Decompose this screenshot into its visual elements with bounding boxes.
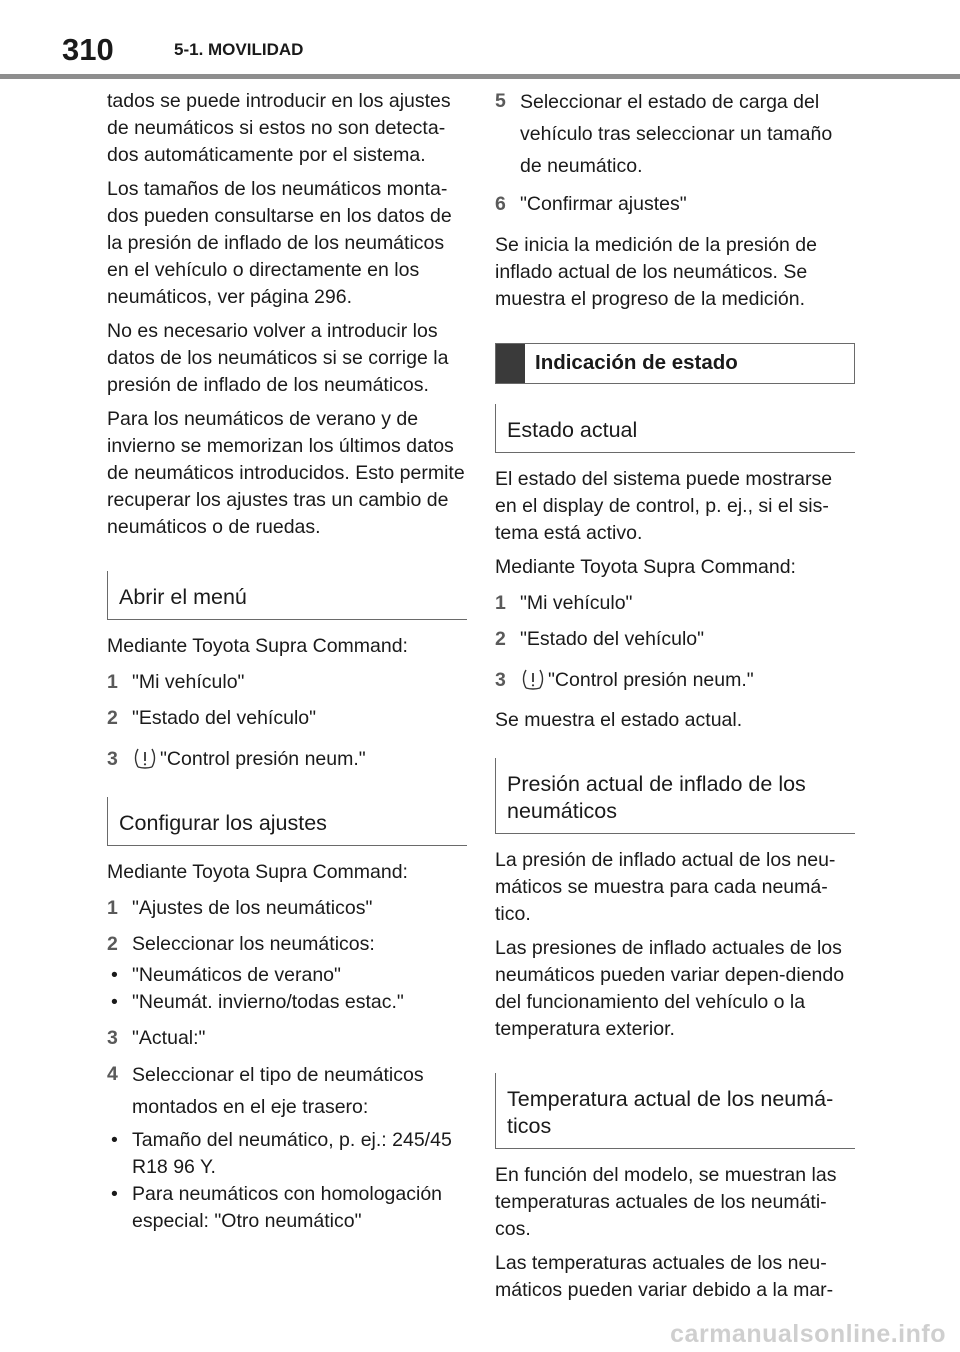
paragraph: La presión de inflado actual de los neu-máticos se muestra para cada neumá-tico. — [495, 849, 836, 925]
subheading-current-status: Estado actual — [495, 404, 855, 453]
paragraph: Para los neumáticos de verano y de invierno se memorizan los últimos datos de neumáticos introducidos. Esto permite recuperar los ajustes tras un cambio de neumáticos o de ruedas. — [107, 408, 465, 538]
paragraph: Las presiones de inflado actuales de los neumáticos pueden variar depen-diendo del funcionamiento del vehículo o la temperatura exterior. — [495, 937, 845, 1040]
bullet-item: • "Neumáticos de verano" — [111, 964, 341, 986]
step-item: 1 "Mi vehículo" — [495, 592, 633, 614]
subheading-open-menu: Abrir el menú — [107, 571, 467, 620]
left-column — [107, 88, 467, 1235]
paragraph: Mediante Toyota Supra Command: — [107, 635, 408, 657]
step-item: 3 "Actual:" — [107, 1027, 206, 1049]
header-rule — [0, 74, 960, 79]
bullet-item: • Para neumáticos con homologación especial: "Otro neumático" — [111, 1183, 443, 1232]
tire-pressure-warning-icon — [520, 668, 546, 698]
paragraph: No es necesario volver a introducir los datos de los neumáticos si se corrige la presión de inflado de los neumáticos. — [107, 320, 449, 396]
page-header — [0, 0, 960, 78]
step-item: 5 Seleccionar el estado de carga del vehículo tras seleccionar un tamaño de neumático. — [495, 90, 833, 177]
step-item: 2 "Estado del vehículo" — [495, 628, 705, 650]
paragraph: Se inicia la medición de la presión de inflado actual de los neumáticos. Se muestra el progreso de la medición. — [495, 234, 817, 310]
paragraph: Mediante Toyota Supra Command: — [495, 556, 796, 578]
page-number: 310 — [62, 32, 114, 67]
paragraph: tados se puede introducir en los ajustes de neumáticos si estos no son detecta-dos automáticamente por el sistema. — [107, 90, 451, 166]
section-title: 5-1. MOVILIDAD — [174, 40, 304, 59]
paragraph: Las temperaturas actuales de los neu-máticos pueden variar debido a la mar- — [495, 1252, 834, 1301]
step-item: 1 "Ajustes de los neumáticos" — [107, 897, 373, 919]
step-item: 1 "Mi vehículo" — [107, 671, 245, 693]
subheading-temperature: Temperatura actual de los neumá-ticos — [495, 1073, 855, 1149]
subheading-configure: Configurar los ajustes — [107, 797, 467, 846]
main-heading-status — [495, 343, 855, 384]
paragraph: Mediante Toyota Supra Command: — [107, 861, 408, 883]
heading-bar — [496, 344, 525, 383]
step-item: 3 "Control presión neum." — [107, 746, 467, 777]
step-item: 3 "Control presión neum." — [495, 667, 855, 698]
watermark: carmanualsonline.info — [670, 1320, 946, 1348]
bullet-item: • "Neumát. invierno/todas estac." — [111, 991, 404, 1013]
paragraph: Los tamaños de los neumáticos monta-dos pueden consultarse en los datos de la presión de inflado de los neumáticos en el vehículo o directamente en los neumáticos, ver página 296. — [107, 178, 452, 308]
heading-text: Indicación de estado — [535, 351, 738, 374]
subheading-pressure: Presión actual de inflado de los neumáticos — [495, 758, 855, 834]
paragraph: Se muestra el estado actual. — [495, 709, 743, 731]
step-item: 6 "Confirmar ajustes" — [495, 193, 687, 215]
step-item: 4 Seleccionar el tipo de neumáticos montados en el eje trasero: — [107, 1063, 424, 1118]
tire-pressure-warning-icon — [132, 747, 158, 777]
right-column — [495, 88, 855, 1304]
step-item: 2 "Estado del vehículo" — [107, 707, 317, 729]
bullet-item: • Tamaño del neumático, p. ej.: 245/45 R18 96 Y. — [111, 1129, 452, 1178]
paragraph: En función del modelo, se muestran las temperaturas actuales de los neumáti-cos. — [495, 1164, 837, 1240]
step-item: 2 Seleccionar los neumáticos: — [107, 933, 375, 955]
paragraph: El estado del sistema puede mostrarse en el display de control, p. ej., si el sis-tema está activo. — [495, 468, 833, 544]
